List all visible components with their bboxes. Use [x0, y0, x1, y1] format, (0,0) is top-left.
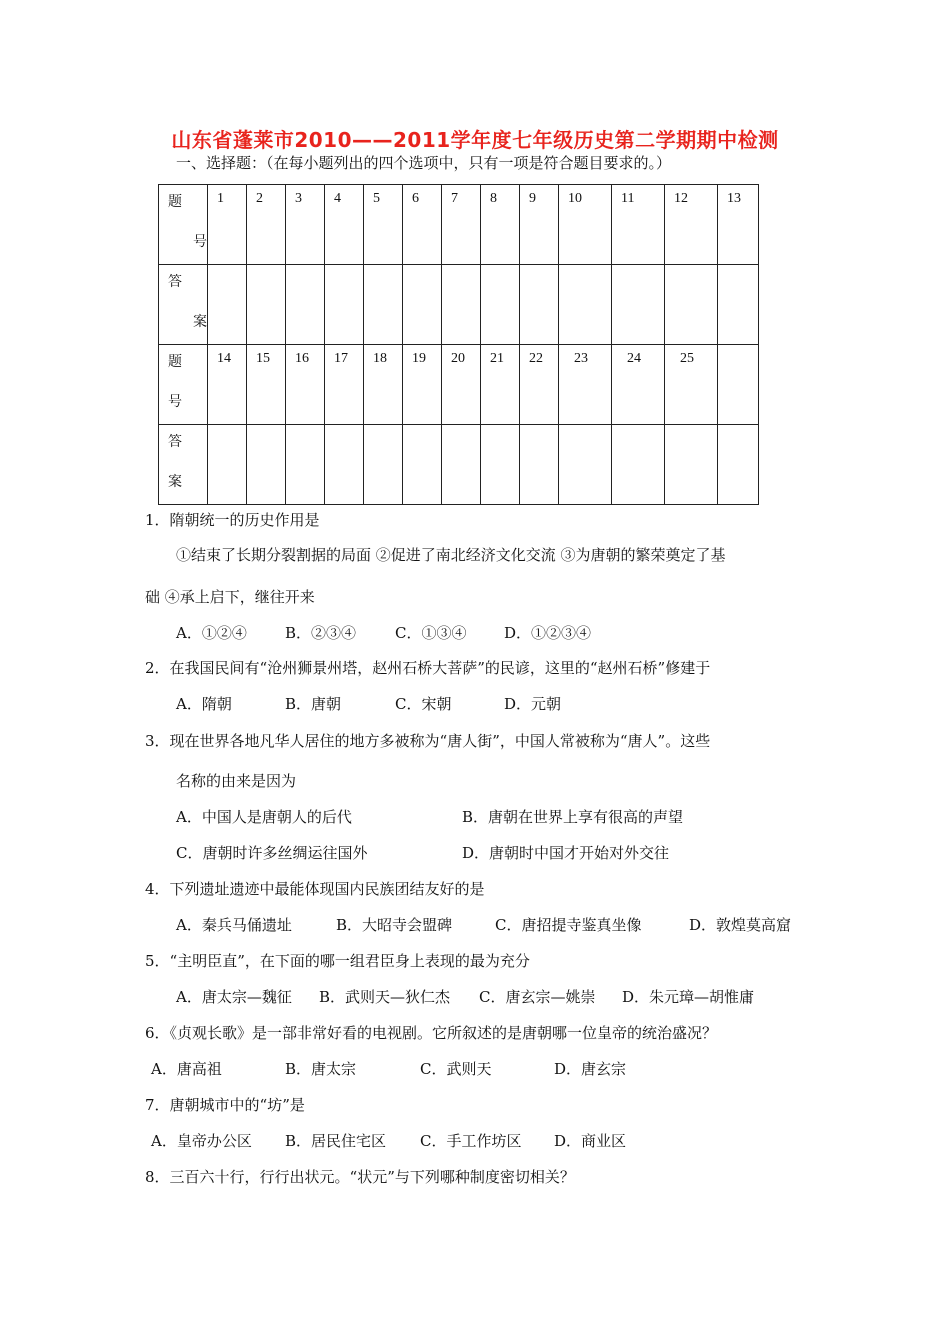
number-cell: 12: [665, 185, 718, 265]
question-6-stem: 6．《贞观长歌》是一部非常好看的电视剧。它所叙述的是唐朝哪一位皇帝的统治盛况？: [145, 1024, 718, 1042]
table-row: [159, 265, 759, 345]
question-7-stem: 7．唐朝城市中的“坊”是: [145, 1096, 305, 1114]
number-cell: 21: [481, 345, 520, 425]
label-char: 案: [168, 475, 182, 490]
number-cell: 22: [520, 345, 559, 425]
question-2-option-a[interactable]: A．隋朝: [176, 695, 232, 713]
number-cell: 18: [364, 345, 403, 425]
question-5-stem: 5．“主明臣直”，在下面的哪一组君臣身上表现的最为充分: [145, 952, 530, 970]
question-8-stem: 8．三百六十行，行行出状元。“状元”与下列哪种制度密切相关？: [145, 1168, 575, 1186]
label-cell: [159, 345, 208, 425]
answer-cell[interactable]: [403, 265, 442, 345]
answer-cell[interactable]: [612, 425, 665, 505]
answer-cell[interactable]: [286, 425, 325, 505]
number-cell: 2: [247, 185, 286, 265]
number-cell: 13: [718, 185, 759, 265]
question-4-stem: 4．下列遗址遗迹中最能体现国内民族团结友好的是: [145, 880, 485, 898]
answer-cell[interactable]: [364, 425, 403, 505]
answer-cell[interactable]: [208, 425, 247, 505]
number-cell: 20: [442, 345, 481, 425]
question-3-stem: 3．现在世界各地凡华人居住的地方多被称为“唐人街”，中国人常被称为“唐人”。这些: [145, 732, 711, 750]
question-5-option-b[interactable]: B．武则天—狄仁杰: [319, 988, 451, 1006]
section-heading: 一、选择题：（在每小题列出的四个选项中，只有一项是符合题目要求的。）: [176, 154, 672, 172]
number-cell: 10: [559, 185, 612, 265]
question-1-line: ①结束了长期分裂割据的局面 ②促进了南北经济文化交流 ③为唐朝的繁荣奠定了基: [176, 546, 726, 564]
answer-cell[interactable]: [442, 265, 481, 345]
number-cell: 25: [665, 345, 718, 425]
number-cell: 16: [286, 345, 325, 425]
answer-cell[interactable]: [481, 425, 520, 505]
number-cell: 9: [520, 185, 559, 265]
answer-cell[interactable]: [208, 265, 247, 345]
label-char: 案: [193, 315, 207, 330]
number-cell: 23: [559, 345, 612, 425]
question-1-stem: 1．隋朝统一的历史作用是: [145, 511, 320, 529]
answer-cell[interactable]: [364, 265, 403, 345]
question-4-option-b[interactable]: B．大昭寺会盟碑: [336, 916, 453, 934]
answer-cell[interactable]: [403, 425, 442, 505]
question-1-option-d[interactable]: D．①②③④: [504, 624, 592, 642]
question-7-option-b[interactable]: B．居民住宅区: [285, 1132, 387, 1150]
question-7-option-c[interactable]: C．手工作坊区: [420, 1132, 522, 1150]
question-3-option-b[interactable]: B．唐朝在世界上享有很高的声望: [462, 808, 684, 826]
answer-cell[interactable]: [559, 265, 612, 345]
answer-cell[interactable]: [247, 425, 286, 505]
label-char: 号: [168, 395, 182, 410]
question-1-option-b[interactable]: B．②③④: [285, 624, 357, 642]
question-7-option-d[interactable]: D．商业区: [554, 1132, 627, 1150]
question-6-option-a[interactable]: A．唐高祖: [151, 1060, 222, 1078]
answer-cell[interactable]: [286, 265, 325, 345]
answer-cell[interactable]: [718, 265, 759, 345]
question-2-option-b[interactable]: B．唐朝: [285, 695, 342, 713]
number-cell: 11: [612, 185, 665, 265]
label-char: 题: [168, 195, 182, 210]
number-cell: 3: [286, 185, 325, 265]
answer-cell[interactable]: [612, 265, 665, 345]
question-3-option-a[interactable]: A．中国人是唐朝人的后代: [176, 808, 352, 826]
table-row: [159, 185, 759, 265]
question-4-option-d[interactable]: D．敦煌莫高窟: [689, 916, 792, 934]
answer-cell[interactable]: [520, 265, 559, 345]
number-cell: 24: [612, 345, 665, 425]
number-cell: 8: [481, 185, 520, 265]
question-1-option-a[interactable]: A．①②④: [176, 624, 247, 642]
question-5-option-c[interactable]: C．唐玄宗—姚崇: [479, 988, 596, 1006]
question-2-option-c[interactable]: C．宋朝: [395, 695, 452, 713]
question-6-option-d[interactable]: D．唐玄宗: [554, 1060, 627, 1078]
answer-cell[interactable]: [559, 425, 612, 505]
number-cell: [718, 345, 759, 425]
table-row: [159, 425, 759, 505]
question-5-option-a[interactable]: A．唐太宗—魏征: [176, 988, 292, 1006]
table-row: [159, 345, 759, 425]
label-char: 答: [168, 275, 182, 290]
question-4-option-c[interactable]: C．唐招提寺鉴真坐像: [495, 916, 642, 934]
question-1-line: 础 ④承上启下，继往开来: [145, 588, 315, 606]
number-cell: 1: [208, 185, 247, 265]
answer-table: [158, 184, 759, 505]
document-title: 山东省蓬莱市2010——2011学年度七年级历史第二学期期中检测: [171, 128, 779, 152]
answer-cell[interactable]: [442, 425, 481, 505]
label-cell: [159, 185, 208, 265]
number-cell: 5: [364, 185, 403, 265]
question-6-option-c[interactable]: C．武则天: [420, 1060, 492, 1078]
label-char: 答: [168, 435, 182, 450]
answer-cell[interactable]: [325, 265, 364, 345]
question-2-option-d[interactable]: D．元朝: [504, 695, 562, 713]
answer-cell[interactable]: [325, 425, 364, 505]
number-cell: 17: [325, 345, 364, 425]
answer-cell[interactable]: [718, 425, 759, 505]
question-5-option-d[interactable]: D．朱元璋—胡惟庸: [622, 988, 755, 1006]
question-3-stem-cont: 名称的由来是因为: [176, 772, 297, 790]
answer-cell[interactable]: [481, 265, 520, 345]
number-cell: 15: [247, 345, 286, 425]
question-6-option-b[interactable]: B．唐太宗: [285, 1060, 357, 1078]
question-3-option-d[interactable]: D．唐朝时中国才开始对外交往: [462, 844, 670, 862]
question-2-stem: 2．在我国民间有“沧州狮景州塔，赵州石桥大菩萨”的民谚，这里的“赵州石桥”修建于: [145, 659, 711, 677]
label-cell: [159, 425, 208, 505]
answer-cell[interactable]: [665, 265, 718, 345]
question-7-option-a[interactable]: A．皇帝办公区: [151, 1132, 252, 1150]
question-1-option-c[interactable]: C．①③④: [395, 624, 467, 642]
label-cell: [159, 265, 208, 345]
number-cell: 6: [403, 185, 442, 265]
question-3-option-c[interactable]: C．唐朝时许多丝绸运往国外: [176, 844, 368, 862]
label-char: 题: [168, 355, 182, 370]
label-char: 号: [193, 235, 207, 250]
answer-cell[interactable]: [520, 425, 559, 505]
question-4-option-a[interactable]: A．秦兵马俑遗址: [176, 916, 292, 934]
number-cell: 14: [208, 345, 247, 425]
answer-cell[interactable]: [665, 425, 718, 505]
number-cell: 4: [325, 185, 364, 265]
number-cell: 7: [442, 185, 481, 265]
number-cell: 19: [403, 345, 442, 425]
answer-cell[interactable]: [247, 265, 286, 345]
